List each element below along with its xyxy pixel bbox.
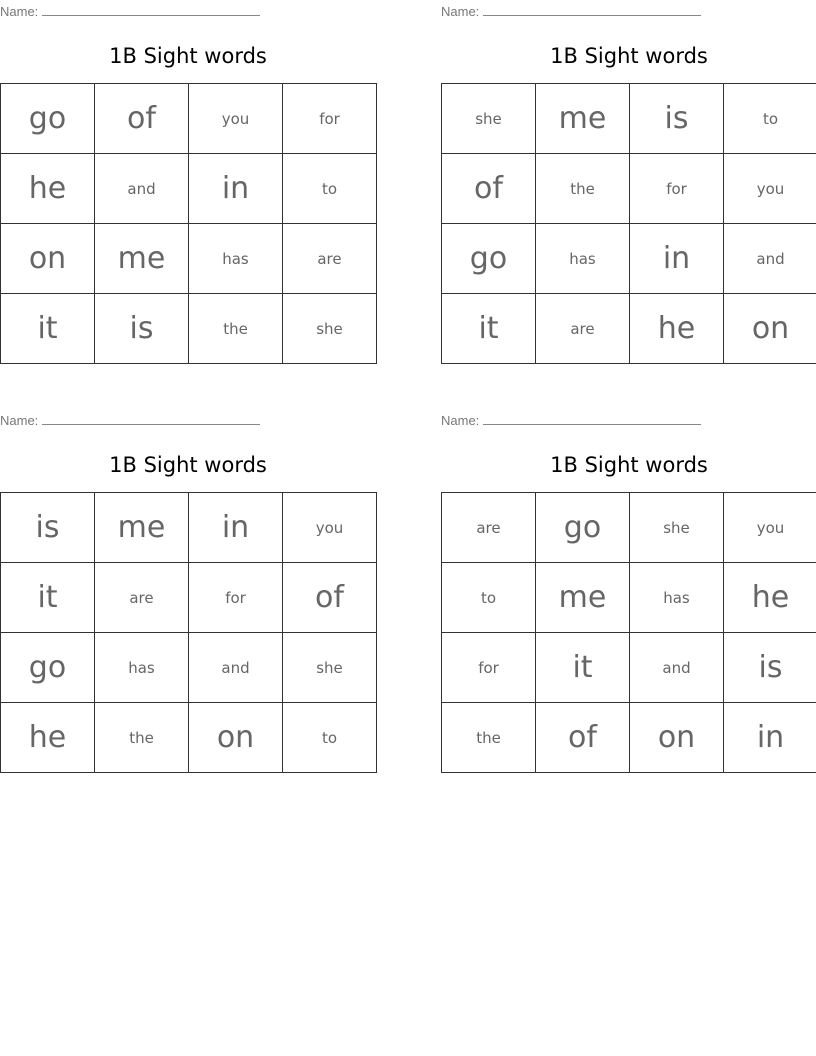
word-cell: you bbox=[189, 84, 283, 154]
name-field[interactable] bbox=[0, 412, 260, 428]
word-cell: for bbox=[283, 84, 377, 154]
word-cell: to bbox=[283, 703, 377, 773]
word-cell: are bbox=[442, 493, 536, 563]
word-cell: are bbox=[536, 294, 630, 364]
word-cell: has bbox=[189, 224, 283, 294]
word-cell: she bbox=[442, 84, 536, 154]
card-title: 1B Sight words bbox=[550, 44, 708, 68]
word-cell: me bbox=[95, 493, 189, 563]
word-cell: in bbox=[724, 703, 816, 773]
word-cell: me bbox=[95, 224, 189, 294]
grid-row bbox=[442, 224, 816, 294]
name-blank-line[interactable] bbox=[42, 412, 260, 425]
word-cell: it bbox=[1, 563, 95, 633]
word-cell: on bbox=[630, 703, 724, 773]
name-label: Name: bbox=[441, 4, 480, 19]
word-cell: go bbox=[1, 84, 95, 154]
word-cell: for bbox=[630, 154, 724, 224]
word-cell: he bbox=[724, 563, 816, 633]
word-cell: you bbox=[724, 154, 816, 224]
grid-row bbox=[442, 563, 816, 633]
name-label: Name: bbox=[441, 413, 480, 428]
word-grid bbox=[0, 83, 377, 364]
word-cell: in bbox=[630, 224, 724, 294]
grid-row bbox=[1, 154, 377, 224]
word-cell: is bbox=[630, 84, 724, 154]
word-cell: of bbox=[95, 84, 189, 154]
word-cell: and bbox=[95, 154, 189, 224]
grid-row bbox=[1, 633, 377, 703]
card-title: 1B Sight words bbox=[109, 44, 267, 68]
word-cell: and bbox=[630, 633, 724, 703]
word-cell: she bbox=[283, 294, 377, 364]
word-cell: to bbox=[283, 154, 377, 224]
name-field[interactable] bbox=[441, 3, 701, 19]
word-cell: go bbox=[1, 633, 95, 703]
word-cell: of bbox=[536, 703, 630, 773]
word-grid bbox=[441, 83, 816, 364]
word-cell: he bbox=[630, 294, 724, 364]
word-cell: has bbox=[536, 224, 630, 294]
word-cell: the bbox=[442, 703, 536, 773]
name-blank-line[interactable] bbox=[42, 3, 260, 16]
grid-row bbox=[442, 84, 816, 154]
word-cell: on bbox=[189, 703, 283, 773]
word-cell: to bbox=[724, 84, 816, 154]
word-cell: of bbox=[442, 154, 536, 224]
word-cell: for bbox=[442, 633, 536, 703]
grid-row bbox=[1, 703, 377, 773]
grid-row bbox=[1, 294, 377, 364]
grid-row bbox=[442, 633, 816, 703]
word-cell: the bbox=[536, 154, 630, 224]
grid-row bbox=[442, 493, 816, 563]
word-cell: it bbox=[1, 294, 95, 364]
word-cell: has bbox=[630, 563, 724, 633]
grid-row bbox=[1, 563, 377, 633]
word-cell: is bbox=[95, 294, 189, 364]
word-grid bbox=[441, 492, 816, 773]
card-title: 1B Sight words bbox=[109, 453, 267, 477]
name-field[interactable] bbox=[0, 3, 260, 19]
word-grid bbox=[0, 492, 377, 773]
bingo-card-3 bbox=[0, 409, 376, 773]
grid-row bbox=[1, 84, 377, 154]
bingo-card-4 bbox=[441, 409, 816, 773]
grid-row bbox=[1, 493, 377, 563]
word-cell: you bbox=[283, 493, 377, 563]
word-cell: you bbox=[724, 493, 816, 563]
word-cell: go bbox=[536, 493, 630, 563]
word-cell: it bbox=[536, 633, 630, 703]
word-cell: and bbox=[189, 633, 283, 703]
bingo-card-1 bbox=[0, 0, 376, 364]
word-cell: he bbox=[1, 703, 95, 773]
name-blank-line[interactable] bbox=[483, 412, 701, 425]
word-cell: me bbox=[536, 563, 630, 633]
word-cell: of bbox=[283, 563, 377, 633]
name-blank-line[interactable] bbox=[483, 3, 701, 16]
word-cell: on bbox=[724, 294, 816, 364]
word-cell: she bbox=[630, 493, 724, 563]
word-cell: for bbox=[189, 563, 283, 633]
card-title: 1B Sight words bbox=[550, 453, 708, 477]
word-cell: has bbox=[95, 633, 189, 703]
word-cell: on bbox=[1, 224, 95, 294]
word-cell: go bbox=[442, 224, 536, 294]
word-cell: she bbox=[283, 633, 377, 703]
grid-row bbox=[1, 224, 377, 294]
grid-row bbox=[442, 703, 816, 773]
word-cell: the bbox=[189, 294, 283, 364]
word-cell: in bbox=[189, 154, 283, 224]
word-cell: is bbox=[1, 493, 95, 563]
word-cell: he bbox=[1, 154, 95, 224]
name-label: Name: bbox=[0, 4, 39, 19]
word-cell: are bbox=[95, 563, 189, 633]
grid-row bbox=[442, 294, 816, 364]
bingo-card-2 bbox=[441, 0, 816, 364]
word-cell: in bbox=[189, 493, 283, 563]
word-cell: and bbox=[724, 224, 816, 294]
word-cell: is bbox=[724, 633, 816, 703]
name-label: Name: bbox=[0, 413, 39, 428]
name-field[interactable] bbox=[441, 412, 701, 428]
word-cell: me bbox=[536, 84, 630, 154]
word-cell: it bbox=[442, 294, 536, 364]
word-cell: are bbox=[283, 224, 377, 294]
word-cell: to bbox=[442, 563, 536, 633]
grid-row bbox=[442, 154, 816, 224]
word-cell: the bbox=[95, 703, 189, 773]
